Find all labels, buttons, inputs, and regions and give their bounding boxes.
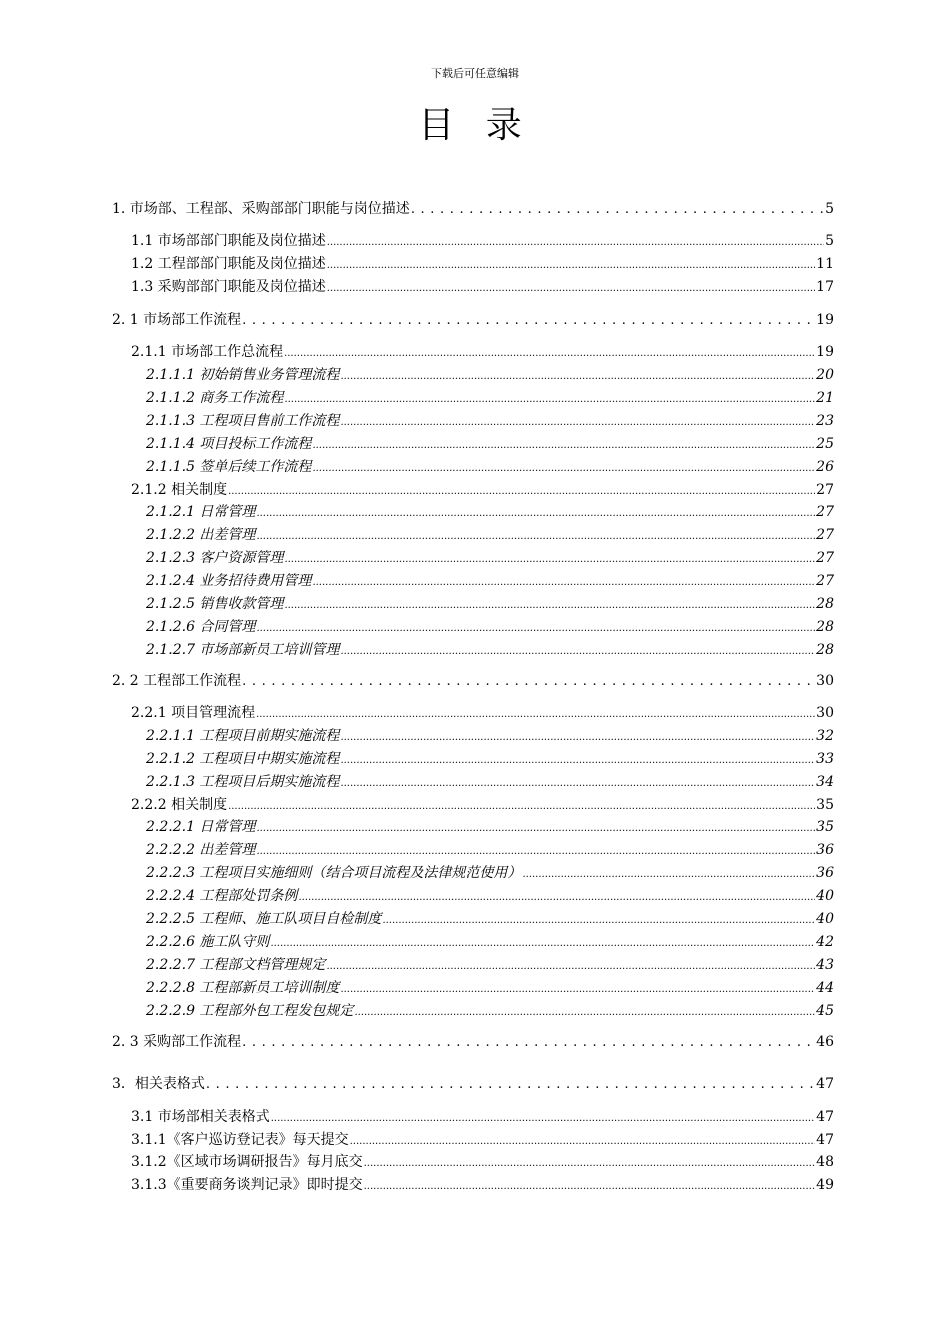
toc-entry[interactable] (146, 570, 834, 592)
toc-entry-label: 2.1.2.5 销售收款管理 (146, 596, 284, 612)
toc-entry-label: 2.1.2.1 日常管理 (146, 504, 256, 520)
toc-entry-label: 2.2.2.2 出差管理 (146, 842, 256, 858)
toc-page-number: 23 (816, 413, 834, 429)
toc-page-number: 32 (816, 728, 834, 744)
toc-entry-label: 2.2.2.5 工程师、施工队项目自检制度 (146, 911, 382, 927)
toc-leader-dots (340, 412, 815, 434)
toc-leader-dots (256, 503, 815, 525)
toc-entry[interactable] (146, 862, 834, 884)
toc-leader-dots (242, 1032, 815, 1054)
toc-leader-dots (350, 1131, 816, 1153)
toc-entry[interactable] (146, 885, 834, 907)
toc-page-number: 44 (816, 980, 834, 996)
toc-leader-dots (340, 366, 815, 388)
toc-leader-dots (411, 199, 824, 221)
toc-entry-label: 2.2.1.3 工程项目后期实施流程 (146, 774, 340, 790)
toc-page-number: 19 (816, 344, 834, 360)
toc-entry-label: 1.1 市场部部门职能及岗位描述 (131, 233, 326, 249)
toc-page-number: 30 (816, 705, 834, 721)
toc-entry[interactable] (131, 1174, 834, 1196)
toc-page-number: 35 (816, 819, 834, 835)
toc-entry-label: 3.1 市场部相关表格式 (131, 1109, 270, 1125)
toc-page-number: 33 (816, 751, 834, 767)
toc-entry-label: 2.2.1.2 工程项目中期实施流程 (146, 751, 340, 767)
toc-entry[interactable] (112, 670, 834, 692)
toc-entry-label: 2.1.1.1 初始销售业务管理流程 (146, 367, 340, 383)
toc-page-number: 28 (816, 596, 834, 612)
toc-entry[interactable] (146, 639, 834, 661)
toc-entry-label: 3.1.2《区域市场调研报告》每月底交 (131, 1154, 363, 1170)
toc-page-number: 45 (816, 1003, 834, 1019)
toc-page-number: 28 (816, 619, 834, 635)
toc-page-number: 36 (816, 842, 834, 858)
toc-entry-label: 1.3 采购部部门职能及岗位描述 (131, 279, 326, 295)
page-title: 目 录 (418, 105, 532, 146)
toc-page-number: 49 (816, 1177, 834, 1193)
toc-entry-label: 2.1.2.4 业务招待费用管理 (146, 573, 312, 589)
toc-entry-label: 2.2.1 项目管理流程 (131, 705, 256, 721)
toc-page-number: 27 (816, 527, 834, 543)
toc-page-number: 30 (816, 673, 834, 689)
toc-page-number: 28 (816, 642, 834, 658)
toc-leader-dots (340, 727, 815, 749)
toc-leader-dots (326, 956, 815, 978)
toc-entry[interactable] (146, 908, 834, 930)
toc-leader-dots (284, 389, 815, 411)
toc-entry-label: 2.2.2 相关制度 (131, 797, 228, 813)
toc-entry[interactable] (146, 771, 834, 793)
toc-leader-dots (256, 618, 815, 640)
toc-entry-label: 1. 市场部、工程部、采购部部门职能与岗位描述 (112, 201, 410, 217)
toc-leader-dots (256, 526, 815, 548)
toc-page-number: 42 (816, 934, 834, 950)
toc-leader-dots (242, 310, 815, 332)
toc-leader-dots (298, 887, 815, 909)
toc-entry-label: 2.2.2.4 工程部处罚条例 (146, 888, 298, 904)
toc-page-number: 47 (816, 1109, 834, 1125)
toc-entry-label: 2.1.2.7 市场部新员工培训管理 (146, 642, 340, 658)
toc-entry[interactable] (146, 387, 834, 409)
toc-entry[interactable] (131, 1129, 834, 1151)
toc-page-number: 27 (816, 482, 834, 498)
toc-entry[interactable] (112, 309, 834, 331)
toc-entry-label: 2.2.1.1 工程项目前期实施流程 (146, 728, 340, 744)
toc-page-number: 47 (816, 1132, 834, 1148)
toc-page-number: 36 (816, 865, 834, 881)
toc-entry[interactable] (131, 794, 834, 816)
toc-leader-dots (284, 595, 815, 617)
toc-page-number: 27 (816, 504, 834, 520)
toc-entry-label: 2.2.2.1 日常管理 (146, 819, 256, 835)
toc-page-number: 46 (816, 1034, 834, 1050)
toc-entry[interactable] (146, 816, 834, 838)
toc-entry[interactable] (146, 364, 834, 386)
toc-page-number: 20 (816, 367, 834, 383)
toc-page-number: 34 (816, 774, 834, 790)
toc-leader-dots (256, 841, 815, 863)
header-note: 下载后可任意编辑 (431, 67, 519, 80)
toc-page-number: 35 (816, 797, 834, 813)
toc-entry-label: 3.1.3《重要商务谈判记录》即时提交 (131, 1177, 363, 1193)
toc-page-number: 40 (816, 888, 834, 904)
toc-entry-label: 2.1.1.4 项目投标工作流程 (146, 436, 312, 452)
toc-entry-label: 2. 2 工程部工作流程 (112, 673, 242, 689)
toc-entry-label: 2. 3 采购部工作流程 (112, 1034, 242, 1050)
toc-leader-dots (270, 933, 815, 955)
toc-entry-label: 2.1.1 市场部工作总流程 (131, 344, 284, 360)
toc-entry[interactable] (146, 547, 834, 569)
toc-entry[interactable] (112, 198, 834, 220)
toc-entry[interactable] (131, 479, 834, 501)
toc-entry[interactable] (131, 230, 834, 252)
toc-page-number: 11 (816, 256, 834, 272)
toc-entry[interactable] (146, 931, 834, 953)
toc-leader-dots (522, 864, 815, 886)
toc-leader-dots (354, 1002, 815, 1024)
toc-leader-dots (340, 773, 815, 795)
toc-entry-label: 2.1.2.3 客户资源管理 (146, 550, 284, 566)
toc-entry[interactable] (146, 725, 834, 747)
toc-page-number: 26 (816, 459, 834, 475)
toc-entry[interactable] (146, 1000, 834, 1022)
toc-leader-dots (364, 1176, 816, 1198)
toc-entry[interactable] (146, 410, 834, 432)
toc-leader-dots (340, 750, 815, 772)
toc-leader-dots (284, 343, 815, 365)
toc-leader-dots (228, 481, 815, 503)
toc-entry[interactable] (146, 593, 834, 615)
toc-entry[interactable] (146, 954, 834, 976)
toc-entry[interactable] (146, 977, 834, 999)
toc-page-number: 17 (816, 279, 834, 295)
toc-entry-label: 2.1.2 相关制度 (131, 482, 228, 498)
toc-leader-dots (312, 572, 815, 594)
toc-entry-label: 2.1.1.2 商务工作流程 (146, 390, 284, 406)
toc-entry[interactable] (131, 341, 834, 363)
toc-leader-dots (312, 435, 815, 457)
toc-leader-dots (364, 1153, 816, 1175)
toc-page-number: 43 (816, 957, 834, 973)
toc-entry-label: 3.1.1《客户巡访登记表》每天提交 (131, 1132, 349, 1148)
toc-leader-dots (382, 910, 815, 932)
toc-entry[interactable] (112, 1031, 834, 1053)
toc-entry[interactable] (146, 524, 834, 546)
toc-page-number: 19 (816, 312, 834, 328)
toc-leader-dots (256, 818, 815, 840)
toc-entry[interactable] (131, 276, 834, 298)
toc-entry[interactable] (131, 253, 834, 275)
toc-page-number: 27 (816, 573, 834, 589)
toc-leader-dots (206, 1074, 815, 1096)
toc-entry-label: 3．相关表格式 (112, 1076, 205, 1092)
toc-entry-label: 2. 1 市场部工作流程 (112, 312, 242, 328)
toc-leader-dots (271, 1108, 815, 1130)
toc-entry-label: 2.1.2.6 合同管理 (146, 619, 256, 635)
toc-entry-label: 2.2.2.9 工程部外包工程发包规定 (146, 1003, 354, 1019)
toc-entry[interactable] (146, 433, 834, 455)
toc-page-number: 5 (825, 233, 834, 249)
toc-entry-label: 2.2.2.7 工程部文档管理规定 (146, 957, 326, 973)
toc-entry[interactable] (112, 1073, 834, 1095)
toc-leader-dots (256, 704, 815, 726)
toc-entry[interactable] (146, 501, 834, 523)
toc-page-number: 47 (816, 1076, 834, 1092)
toc-entry-label: 2.2.2.6 施工队守则 (146, 934, 270, 950)
toc-entry-label: 2.1.2.2 出差管理 (146, 527, 256, 543)
toc-entry-label: 2.2.2.3 工程项目实施细则（结合项目流程及法律规范使用） (146, 865, 522, 881)
toc-page-number: 27 (816, 550, 834, 566)
toc-leader-dots (327, 232, 824, 254)
toc-page-number: 5 (825, 201, 834, 217)
toc-entry-label: 2.1.1.3 工程项目售前工作流程 (146, 413, 340, 429)
toc-leader-dots (312, 458, 815, 480)
toc-entry[interactable] (146, 456, 834, 478)
toc-entry[interactable] (146, 839, 834, 861)
toc-leader-dots (242, 671, 815, 693)
toc-page-number: 48 (816, 1154, 834, 1170)
toc-leader-dots (340, 641, 815, 663)
toc-entry-label: 2.2.2.8 工程部新员工培训制度 (146, 980, 340, 996)
toc-leader-dots (340, 979, 815, 1001)
toc-leader-dots (327, 255, 815, 277)
toc-entry[interactable] (146, 748, 834, 770)
toc-page-number: 21 (816, 390, 834, 406)
toc-entry[interactable] (131, 1106, 834, 1128)
toc-entry[interactable] (131, 702, 834, 724)
toc-entry[interactable] (146, 616, 834, 638)
toc-page-number: 25 (816, 436, 834, 452)
toc-entry[interactable] (131, 1151, 834, 1173)
toc-entry-label: 2.1.1.5 签单后续工作流程 (146, 459, 312, 475)
toc-leader-dots (284, 549, 815, 571)
toc-page-number: 40 (816, 911, 834, 927)
toc-leader-dots (327, 278, 815, 300)
toc-leader-dots (228, 796, 815, 818)
toc-entry-label: 1.2 工程部部门职能及岗位描述 (131, 256, 326, 272)
